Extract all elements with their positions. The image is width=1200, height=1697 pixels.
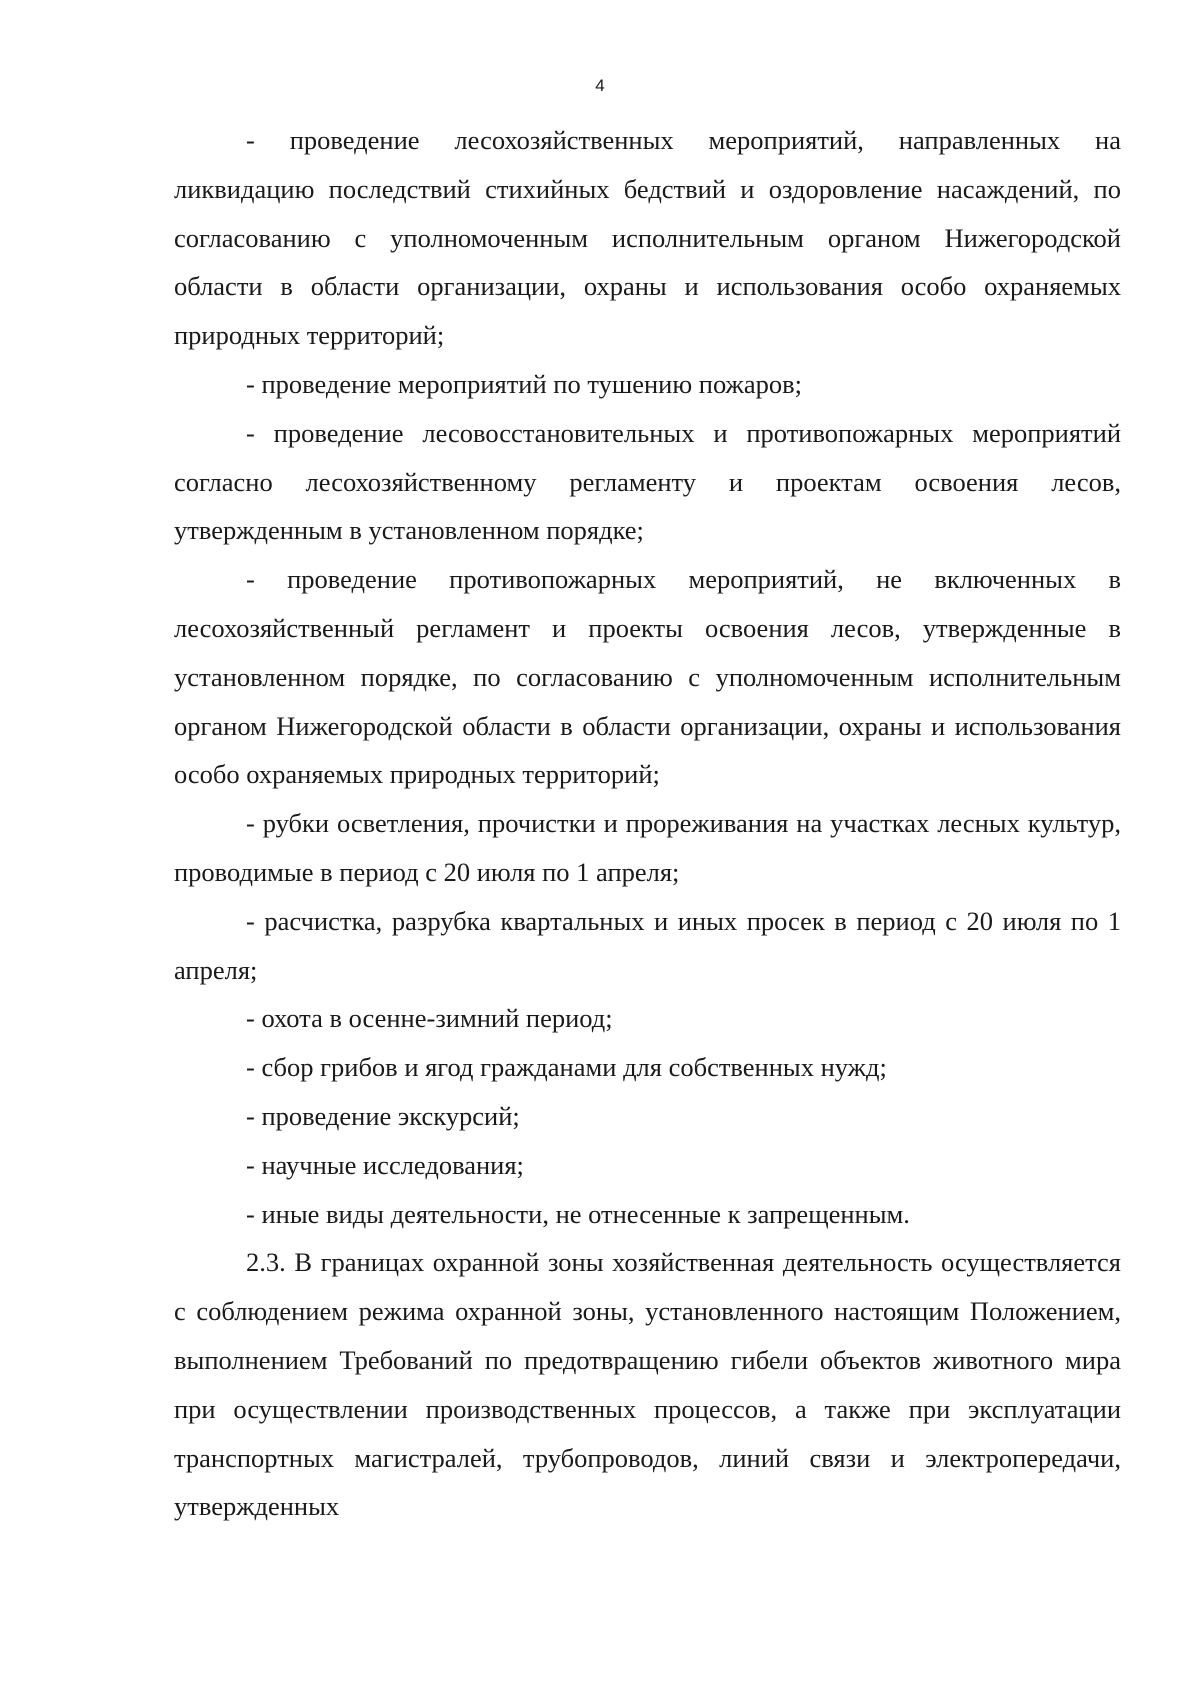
page-number: 4 (595, 76, 605, 95)
list-item-excursions: - проведение экскурсий; (246, 1100, 520, 1131)
list-item-thinning: - рубки осветления, прочистки и прореживания на участках лесных культур, проводимые в период с 20 июля по 1 апреля; (174, 808, 1121, 887)
list-item-forestry-measures: - проведение лесохозяйственных мероприятий, направленных на ликвидацию последствий стихийных бедствий и оздоровление насаждений, по согласованию с уполномоченным исполнительным органом Нижегородской области в области организации, охраны и использования особо охраняемых природных территорий; (174, 125, 1121, 351)
list-item-hunting: - охота в осенне-зимний период; (246, 1003, 613, 1034)
list-item-fire-prevention: - проведение противопожарных мероприятий, не включенных в лесохозяйственный регламент и проекты освоения лесов, утвержденные в установленном порядке, по согласованию с уполномоченным исполнительным органом Нижегородской области в области организации, охраны и использования особо охраняемых природных территорий; (174, 564, 1121, 790)
list-item-firefighting: - проведение мероприятий по тушению пожаров; (246, 368, 803, 399)
list-item-other-activities: - иные виды деятельности, не отнесенные к запрещенным. (246, 1198, 910, 1229)
section-2-3-paragraph: 2.3. В границах охранной зоны хозяйственная деятельность осуществляется с соблюдением режима охранной зоны, установленного настоящим Положением, выполнением Требований по предотвращению гибели объектов животного мира при осуществлении производственных процессов, а также при эксплуатации транспортных магистралей, трубопроводов, линий связи и электропередачи, утвержденных (174, 1247, 1121, 1522)
list-item-reforestation: - проведение лесовосстановительных и противопожарных мероприятий согласно лесохозяйственному регламенту и проектам освоения лесов, утвержденным в установленном порядке; (174, 417, 1121, 546)
list-item-gathering: - сбор грибов и ягод гражданами для собственных нужд; (246, 1052, 887, 1083)
list-item-research: - научные исследования; (246, 1149, 524, 1180)
document-body (174, 116, 1121, 1531)
list-item-clearing: - расчистка, разрубка квартальных и иных просек в период с 20 июля по 1 апреля; (174, 905, 1121, 985)
